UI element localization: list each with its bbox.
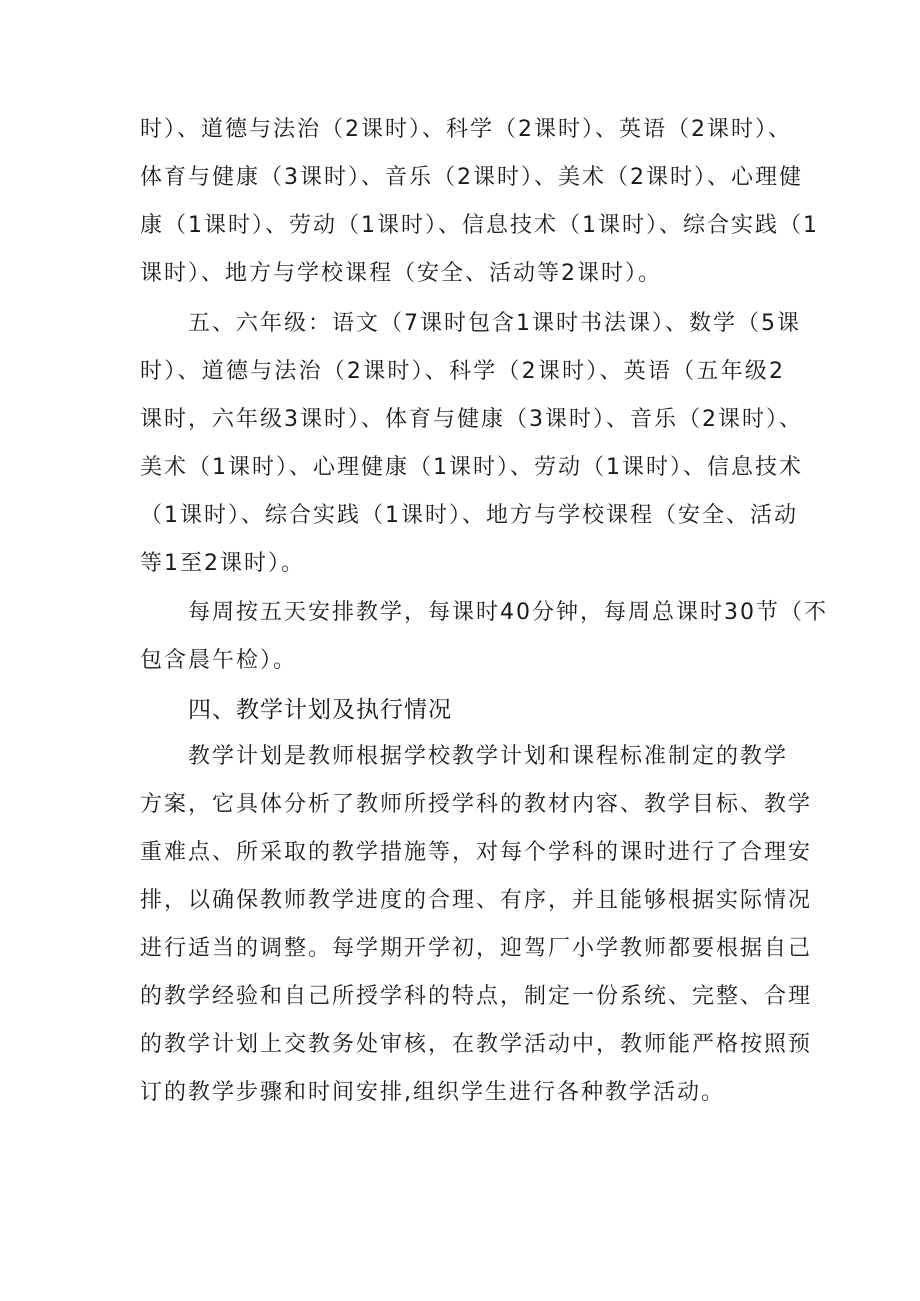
paragraph-line: 包含晨午检）。 — [140, 648, 298, 673]
paragraph-line: 方案，它具体分析了教师所授学科的教材内容、教学目标、教学 — [140, 792, 813, 817]
paragraph-line: 时）、道德与法治（2课时）、科学（2课时）、英语（五年级2 — [140, 359, 785, 384]
paragraph-line: 的教学计划上交教务处审核，在教学活动中，教师能严格按照预 — [140, 1032, 813, 1057]
paragraph-line: （1课时）、综合实践（1课时）、地方与学校课程（安全、活动 — [140, 503, 798, 528]
paragraph-line: 重难点、所采取的教学措施等，对每个学科的课时进行了合理安 — [140, 840, 813, 865]
paragraph-line: 体育与健康（3课时）、音乐（2课时）、美术（2课时）、心理健 — [140, 165, 803, 190]
paragraph-line: 课时）、地方与学校课程（安全、活动等2课时）。 — [140, 261, 662, 286]
paragraph-line: 每周按五天安排教学，每课时40分钟，每周总课时30节（不 — [188, 600, 828, 625]
paragraph-line: 的教学经验和自己所授学科的特点，制定一份系统、完整、合理 — [140, 984, 813, 1009]
paragraph-line: 排，以确保教师教学进度的合理、有序，并且能够根据实际情况 — [140, 888, 813, 913]
paragraph-line: 康（1课时）、劳动（1课时）、信息技术（1课时）、综合实践（1 — [140, 213, 819, 238]
section-heading: 四、教学计划及执行情况 — [188, 697, 452, 723]
paragraph-line: 教学计划是教师根据学校教学计划和课程标准制定的教学 — [188, 744, 789, 769]
paragraph-line: 等1至2课时）。 — [140, 551, 305, 576]
paragraph-line: 进行适当的调整。每学期开学初，迎驾厂小学教师都要根据自己 — [140, 936, 813, 961]
paragraph-line: 时）、道德与法治（2课时）、科学（2课时）、英语（2课时）、 — [140, 117, 792, 142]
paragraph-line: 订的教学步骤和时间安排,组织学生进行各种教学活动。 — [140, 1080, 725, 1105]
paragraph-line: 五、六年级：语文（7课时包含1课时书法课）、数学（5课 — [188, 311, 801, 336]
paragraph-line: 课时，六年级3课时）、体育与健康（3课时）、音乐（2课时）、 — [140, 407, 803, 432]
paragraph-line: 美术（1课时）、心理健康（1课时）、劳动（1课时）、信息技术 — [140, 455, 803, 480]
